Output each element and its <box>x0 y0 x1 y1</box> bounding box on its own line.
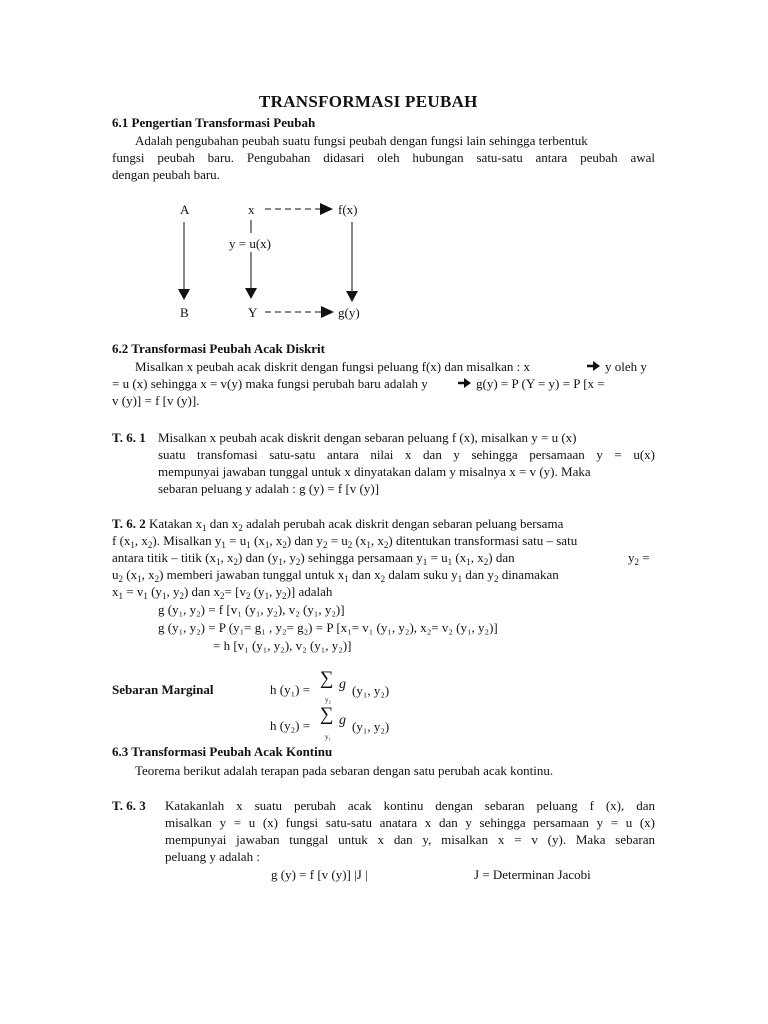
marginal-args-1: (y₁, y₂) <box>352 683 390 698</box>
diagram-label-yux: y = u(x) <box>229 236 271 251</box>
sigma-1: ∑ <box>320 668 334 689</box>
diagram-label-b: B <box>180 305 189 320</box>
t62-line-3b: $y_2$ = <box>628 550 650 567</box>
s62-line-1a: Misalkan x peubah acak diskrit dengan fungsi peluang f(x) dan misalkan : x <box>135 359 530 374</box>
g-2: g <box>339 713 346 728</box>
page-title: TRANSFORMASI PEUBAH <box>259 92 478 111</box>
t63-line-2: misalkan y = u (x) fungsi satu-satu anatara x dan y sehingga persamaan y = u (x) <box>165 815 655 830</box>
implies-arrow-1 <box>587 361 600 371</box>
diagram-label-fx: f(x) <box>338 202 358 217</box>
t62-formula-1: g (y₁, y₂) = f [v₁ (y₁, y₂), v₂ (y₁, y₂)] <box>158 602 345 617</box>
t62-line-2: f ($x_1$, $x_2$). Misalkan $y_1 = u_1$ ($x_1$, $x_2$) dan $y_2 = u_2$ ($x_1$, $x_2$) ditentukan transformasi satu – satu <box>112 533 578 550</box>
t61-line-4: sebaran peluang y adalah : g (y) = f [v (y)] <box>158 481 380 496</box>
theorem-6-3-label: T. 6. 3 <box>112 798 146 813</box>
s62-line-2a: = u (x) sehingga x = v(y) maka fungsi perubah baru adalah y <box>112 376 428 391</box>
section-6-3-heading: 6.3 Transformasi Peubah Acak Kontinu <box>112 744 333 759</box>
t62-formula-2: g (y₁, y₂) = P (y₁= g₁ , y₂= g₂) = P [x₁= v₁ (y₁, y₂), x₂= v₂ (y₁, y₂)] <box>158 620 498 635</box>
theorem-6-1-label: T. 6. 1 <box>112 430 146 445</box>
diagram-label-a: A <box>180 202 190 217</box>
t63-jacobi: J = Determinan Jacobi <box>474 867 591 882</box>
diagram-label-x: x <box>248 202 255 217</box>
diagram-label-y: Y <box>248 305 258 320</box>
marginal-h2: h (y₂) = <box>270 718 311 733</box>
marginal-h1: h (y₁) = <box>270 682 311 697</box>
theorem-6-2-label: T. 6. 2 <box>112 516 146 531</box>
sigma-2: ∑ <box>320 704 334 725</box>
t62-line-5: $x_1 = v_1$ ($y_1$, $y_2$) dan $x_2= [v_2$ ($y_1$, $y_2$)] adalah <box>112 584 333 601</box>
top-arrowhead <box>320 203 333 215</box>
s61-line-1: Adalah pengubahan peubah suatu fungsi peubah dengan fungsi lain sehingga terbentuk <box>135 133 588 148</box>
g-1: g <box>339 677 346 692</box>
diagram-label-gy: g(y) <box>338 305 360 320</box>
section-6-2-heading: 6.2 Transformasi Peubah Acak Diskrit <box>112 341 325 356</box>
section-6-1-heading: 6.1 Pengertian Transformasi Peubah <box>112 115 316 130</box>
s61-line-2: fungsi peubah baru. Pengubahan didasari oleh hubungan satu-satu antara peubah awal <box>112 150 655 165</box>
t62-line-1: T. 6. 2 Katakan $x_1$ dan $x_2$ adalah perubah acak diskrit dengan sebaran peluang bersama <box>112 516 564 533</box>
bottom-arrowhead <box>321 306 334 318</box>
s63-text: Teorema berikut adalah terapan pada sebaran dengan satu perubah acak kontinu. <box>135 763 554 778</box>
s62-line-1b: y oleh y <box>605 359 647 374</box>
marginal-label: Sebaran Marginal <box>112 682 214 697</box>
marginal-args-2: (y₁, y₂) <box>352 719 390 734</box>
t62-line-3: antara titik – titik ($x_1$, $x_2$) dan ($y_1$, $y_2$) sehingga persamaan $y_1 = u_1$ ($x_1$, $x_2$) dan <box>112 550 515 567</box>
sigma-2-sub: y₁ <box>325 733 331 741</box>
t63-line-3: mempunyai jawaban tunggal untuk x dan y, misalkan x = v (y). Maka sebaran <box>165 832 655 847</box>
implies-arrow-2 <box>458 378 471 388</box>
t62-line-4: $u_2$ ($x_1$, $x_2$) memberi jawaban tunggal untuk $x_1$ dan $x_2$ dalam suku $y_1$ dan $y_2$ dinamakan <box>112 567 559 584</box>
t63-formula: g (y) = f [v (y)] |J | <box>271 867 368 882</box>
t63-line-4: peluang y adalah : <box>165 849 260 864</box>
sigma-1-sub: y₂ <box>325 696 331 704</box>
right-arrowhead <box>346 291 358 302</box>
t61-line-2: suatu transfomasi satu-satu antara nilai x dan y sehingga persamaan y = u(x) <box>158 447 655 462</box>
t61-line-3: mempunyai jawaban tunggal untuk x dinyatakan dalam y misalnya x = v (y). Maka <box>158 464 591 479</box>
s62-line-2b: g(y) = P (Y = y) = P [x = <box>476 376 605 391</box>
s61-line-3: dengan peubah baru. <box>112 167 220 182</box>
t63-line-1: Katakanlah x suatu perubah acak kontinu dengan sebaran peluang f (x), dan <box>165 798 655 813</box>
s62-line-3: v (y)] = f [v (y)]. <box>112 393 200 408</box>
middle-arrowhead <box>245 288 257 299</box>
t61-line-1: Misalkan x peubah acak diskrit dengan sebaran peluang f (x), misalkan y = u (x) <box>158 430 577 445</box>
t62-formula-3: = h [v₁ (y₁, y₂), v₂ (y₁, y₂)] <box>213 638 352 653</box>
left-arrowhead <box>178 289 190 300</box>
